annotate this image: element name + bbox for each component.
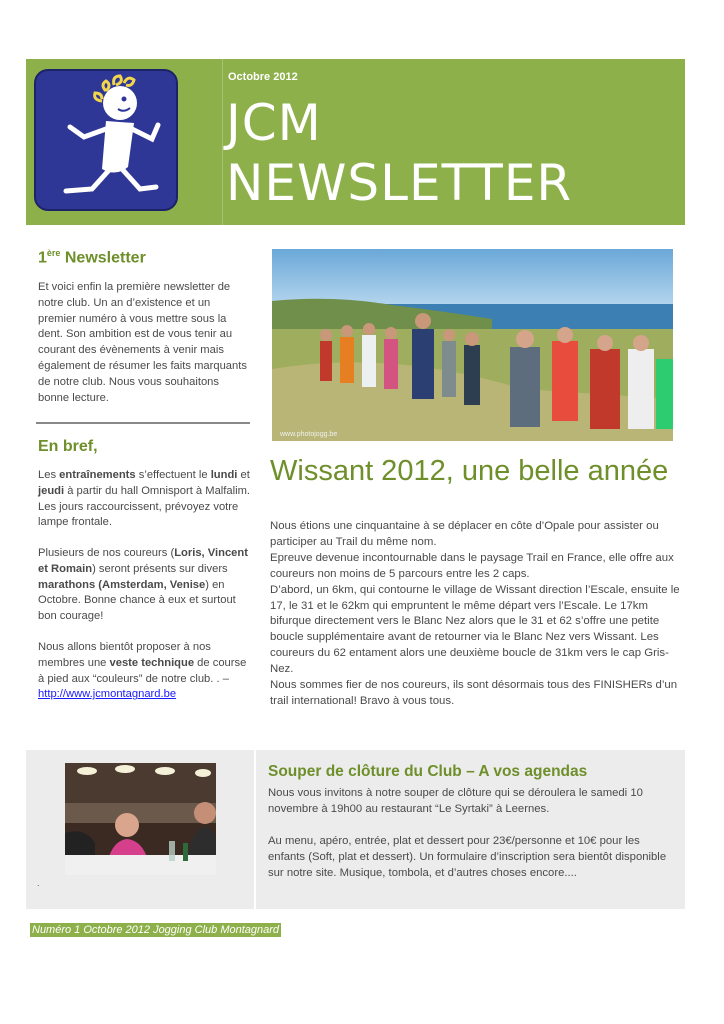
article-body [270,519,680,710]
bold-run: entraînements [59,469,136,481]
newsletter-intro: Et voici enfin la première newsletter de notre club. Un an d’existence et un premier numéro à vous mettre sous la dent. Son ambition est de vous tenir au courant des évènements à venir mais également de résumer les faits marquants de notre club. Nous vous souhaitons bonne lecture. [38,281,247,404]
text-run: de course à pied aux “couleurs” de notre club. . – [38,656,247,685]
heading-superscript: ère [46,248,61,258]
club-website-link[interactable]: http://www.jcmontagnard.be [38,688,177,701]
en-bref-heading: En bref, [38,438,98,455]
article-paragraph: Nous sommes fier de nos coureurs, ils sont désormais tous des FINISHERs d’un trail international! Bravo à vous tous. [270,679,678,707]
bold-run: lundi [210,469,238,481]
footer-issue-label: Numéro 1 Octobre 2012 Jogging Club Montagnard [32,924,280,936]
race-photo [272,249,673,441]
souper-invitation: Nous vous invitons à notre souper de clôture qui se déroulera le samedi 10 novembre à 19h00 au restaurant “Le Syrtaki” à Leernes. [268,787,643,815]
issue-date: Octobre 2012 [228,71,298,83]
caption-dot: . [37,878,40,888]
photo-watermark: www.photojogg.be [280,431,338,438]
newsletter-header [26,59,685,225]
heading-text: Newsletter [64,249,146,267]
bold-run: jeudi [38,484,65,497]
section-separator [254,750,256,909]
text-run: à partir du hall Omnisport à Malfalim. Les jours raccourcissent, prévoyez votre lampe frontale. [38,484,251,529]
souper-section [26,750,685,909]
runner-icon [36,71,176,209]
souper-heading: Souper de clôture du Club – A vos agendas [268,763,588,780]
text-run: Nous allons bientôt proposer à nos membres une [38,641,211,669]
newsletter-heading [38,248,146,267]
bold-run: Loris, Vincent et Romain [38,547,248,575]
bref-trainings [38,468,252,531]
text-run: et [237,469,250,481]
bref-marathons [38,546,252,625]
heading-number: 1 [38,249,47,267]
article-paragraph: Nous étions une cinquantaine à se déplacer en côte d’Opale pour assister ou participer au Trail du même nom. [270,520,659,548]
bold-run: marathons (Amsterdam, Venise [38,578,206,591]
bold-run: veste technique [109,656,195,669]
newsletter-title [226,93,666,213]
article-paragraph: D’abord, un 6km, qui contourne le village de Wissant direction l’Escale, ensuite le 17, le 31 et le 62km qui empruntent le même départ vers l’Escale. Le 17km bifurque directement vers le Blanc Nez alors que le 31 et 62 s’offre une petite boucle supplémentaire avant de retourner via le Blanc Nez vers Wissant. Les coureurs du 62 entament alors une deuxième boucle de 31km vers le cap Gris-Nez. [270,583,680,676]
club-logo [34,69,178,211]
bref-jacket [38,640,252,703]
text-run: ) en Octobre. Bonne chance à eux et surtout bon courage! [38,578,236,623]
logo-panel [26,59,223,225]
title-line-1: JCM [226,94,322,152]
title-line-2: NEWSLETTER [226,154,573,212]
section-divider [36,422,250,424]
text-run: s’effectuent le [135,469,211,481]
text-run: Plusieurs de nos coureurs ( [38,547,175,559]
text-run: ) seront présents sur divers [92,562,228,575]
article-paragraph: Epreuve devenue incontournable dans le paysage Trail en France, elle offre aux coureurs non moins de 5 parcours entre les 2 caps. [270,551,674,580]
dinner-photo [65,763,216,875]
article-title: Wissant 2012, une belle année [270,455,669,487]
souper-menu: Au menu, apéro, entrée, plat et dessert pour 23€/personne et 10€ pour les enfants (Soft, plat et dessert). Un formulaire d’inscription sera bientôt disponible sur notre site. Musique, tombola, et d’autres choses encore.... [268,835,667,879]
text-run: Les [38,469,60,481]
